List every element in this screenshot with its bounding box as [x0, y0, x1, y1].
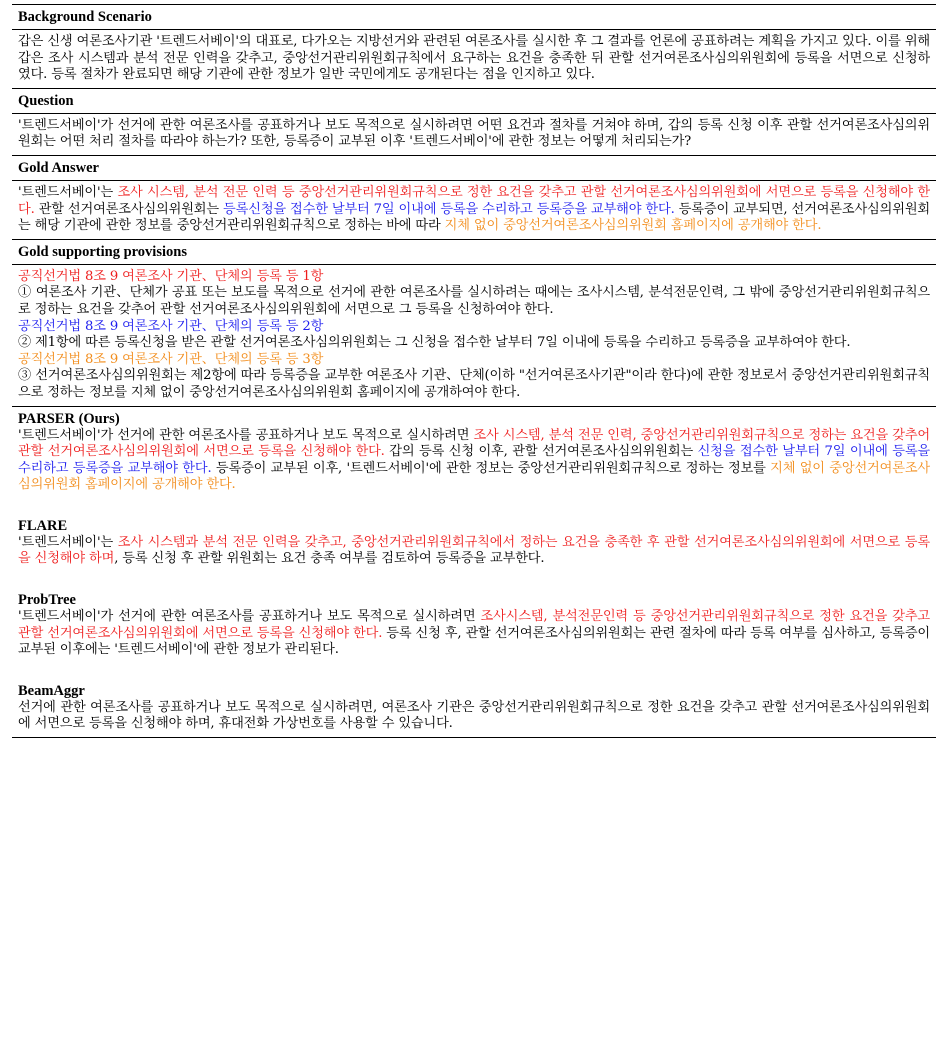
gold-answer-plain-2: 관할 선거여론조사심의위원회는 [34, 201, 224, 217]
comparison-table [12, 4, 936, 738]
question-text: '트렌드서베이'가 선거에 관한 여론조사를 공표하거나 보도 목적으로 실시하려면 어떤 요건과 절차를 거쳐야 하며, 갑의 등록 신청 이후 관할 선거여론조사심의위원회는 어떤 처리 절차를 따라야 하는가? 또한, 등록증이 교부된 이후 '트렌드서베이'에 관한 정보는 어떻게 처리되는가? [18, 117, 930, 150]
provision-2-text: ② 제1항에 따른 등록신청을 받은 관할 선거여론조사심의위원회는 그 신청을 접수한 날부터 7일 이내에 등록을 수리하고 등록증을 교부하여야 한다. [18, 335, 851, 351]
gold-answer-plain-3: 등록증이 교부되면, 선거여론조사심의위원회는 해당 기관에 관한 정보를 중앙선거관리위원회규칙으로 정하는 바에 따라 [18, 201, 931, 234]
gold-answer-highlight-blue: 등록신청을 접수한 날부터 7일 이내에 등록을 수리하고 등록증을 교부해야 한다. [223, 201, 675, 217]
provision-1-heading: 공직선거법 8조 9 여론조사 기관、단체의 등록 등 1항 [18, 268, 324, 284]
model-probtree-text: '트렌드서베이'가 선거에 관한 여론조사를 공표하거나 보도 목적으로 실시하려면 조사시스템, 분석전문인력 등 중앙선거관리위원회규칙으로 정한 요건을 갖추고 관할 선거여론조사심의위원회에 서면으로 등록을 신청해야 한다. 등록 신청 후, 관할 선거여론조사심의위원회는 관련 절차에 따라 등록 여부를 심사하고, 등록증이 교부된 이후에는 '트렌드서베이'에 관한 정보가 관리된다. [18, 609, 931, 658]
gold-answer-text [12, 181, 936, 239]
provisions-header: Gold supporting provisions [12, 239, 936, 265]
flare-highlight-red: 조사 시스템과 분석 전문 인력을 갖추고, 중앙선거관리위원회규칙에서 정하는 요건을 충족한 후 관할 선거여론조사심의위원회에 서면으로 등록을 신청해야 하며 [18, 534, 930, 567]
probtree-highlight-red: 조사시스템, 분석전문인력 등 중앙선거관리위원회규칙으로 정한 요건을 갖추고 관할 선거여론조사심의위원회에 서면으로 등록을 신청해야 한다. [18, 609, 931, 641]
model-flare-text: '트렌드서베이'는 조사 시스템과 분석 전문 인력을 갖추고, 중앙선거관리위원회규칙에서 정하는 요건을 충족한 후 관할 선거여론조사심의위원회에 서면으로 등록을 신청해야 하며, 등록 신청 후 관할 위원회는 요건 충족 여부를 검토하여 등록증을 교부한다. [18, 534, 930, 567]
model-beamaggr [12, 679, 936, 737]
gold-answer-highlight-red: 조사 시스템, 분석 전문 인력 등 중앙선거관리위원회규칙으로 정한 요건을 갖추고 관할 선거여론조사심의위원회에 서면으로 등록을 신청해야 한다. [18, 184, 930, 217]
parser-highlight-blue: 신청을 접수한 날부터 7일 이내에 등록을 수리하고 등록증을 교부해야 한다. [18, 444, 931, 476]
parser-highlight-orange: 지체 없이 중앙선거여론조사심의위원회 홈페이지에 공개해야 한다. [18, 460, 931, 493]
gold-answer-plain-1: '트렌드서베이'는 [18, 184, 118, 200]
provision-2-heading: 공직선거법 8조 9 여론조사 기관、단체의 등록 등 2항 [18, 318, 324, 334]
model-beamaggr-name: BeamAggr [18, 682, 85, 699]
provision-3-text: ③ 선거여론조사심의위원회는 제2항에 따라 등록증을 교부한 여론조사 기관、단체(이하 "선거여론조사기관"이라 한다)에 관한 정보로서 중앙선거관리위원회규칙으로 정하는 정보를 지체 없이 중앙선거여론조사심의위원회 홈페이지에 공개하여야 한다. [18, 368, 930, 400]
gold-answer-highlight-orange: 지체 없이 중앙선거여론조사심의위원회 홈페이지에 공개해야 한다. [444, 218, 822, 234]
model-beamaggr-text: 선거에 관한 여론조사를 공표하거나 보도 목적으로 실시하려면, 여론조사 기관은 중앙선거관리위원회규칙으로 정한 요건을 갖추고 관할 선거여론조사심의위원회에 서면으로 등록을 신청해야 하며, 휴대전화 가상번호를 사용할 수 있습니다. [18, 699, 930, 732]
question-header: Question [12, 88, 936, 114]
model-outputs [12, 406, 936, 738]
provisions-body [12, 265, 936, 406]
background-text: 갑은 신생 여론조사기관 '트렌드서베이'의 대표로, 다가오는 지방선거와 관련된 여론조사를 실시한 후 그 결과를 언론에 공표하려는 계획을 가지고 있다. 이를 위해 갑은 조사 시스템과 분석 전문 인력을 갖추고, 중앙선거관리위원회규칙에서 요구하는 요건을 충족한 뒤 관할 선거여론조사심의위원회에 등록을 서면으로 신청하였다. 등록 절차가 완료되면 해당 기관에 관한 정보가 일반 국민에게도 공개된다는 점을 인지하고 있다. [18, 34, 930, 83]
provision-3-heading: 공직선거법 8조 9 여론조사 기관、단체의 등록 등 3항 [18, 351, 324, 367]
provision-1-text: ① 여론조사 기관、단체가 공표 또는 보도를 목적으로 선거에 관한 여론조사를 실시하려는 때에는 조사시스템, 분석전문인력, 그 밖에 중앙선거관리위원회규칙으로 정하는 요건을 갖추어 관할 선거여론조사심의위원회에 서면으로 그 등록을 신청하여야 한다. [18, 285, 930, 317]
model-parser-name: PARSER (Ours) [18, 410, 120, 427]
parser-highlight-red: 조사 시스템, 분석 전문 인력, 중앙선거관리위원회규칙으로 정하는 요건을 갖추어 관할 선거여론조사심의위원회에 서면으로 등록을 신청해야 한다. [18, 427, 930, 460]
gold-answer-header: Gold Answer [12, 155, 936, 181]
model-flare [12, 514, 936, 572]
model-probtree [12, 588, 936, 663]
model-parser-text: '트렌드서베이'가 선거에 관한 여론조사를 공표하거나 보도 목적으로 실시하려면 조사 시스템, 분석 전문 인력, 중앙선거관리위원회규칙으로 정하는 요건을 갖추어 관할 선거여론조사심의위원회에 서면으로 등록을 신청해야 한다. 갑의 등록 신청 이후, 관할 선거여론조사심의위원회는 신청을 접수한 날부터 7일 이내에 등록을 수리하고 등록증을 교부해야 한다. 등록증이 교부된 이후, '트렌드서베이'에 관한 정보는 중앙선거관리위원회규칙으로 정하는 정보를 지체 없이 중앙선거여론조사심의위원회 홈페이지에 공개해야 한다. [18, 427, 931, 493]
model-parser [12, 407, 936, 498]
model-flare-name: FLARE [18, 517, 68, 534]
background-header: Background Scenario [12, 5, 936, 30]
model-probtree-name: ProbTree [18, 592, 76, 609]
